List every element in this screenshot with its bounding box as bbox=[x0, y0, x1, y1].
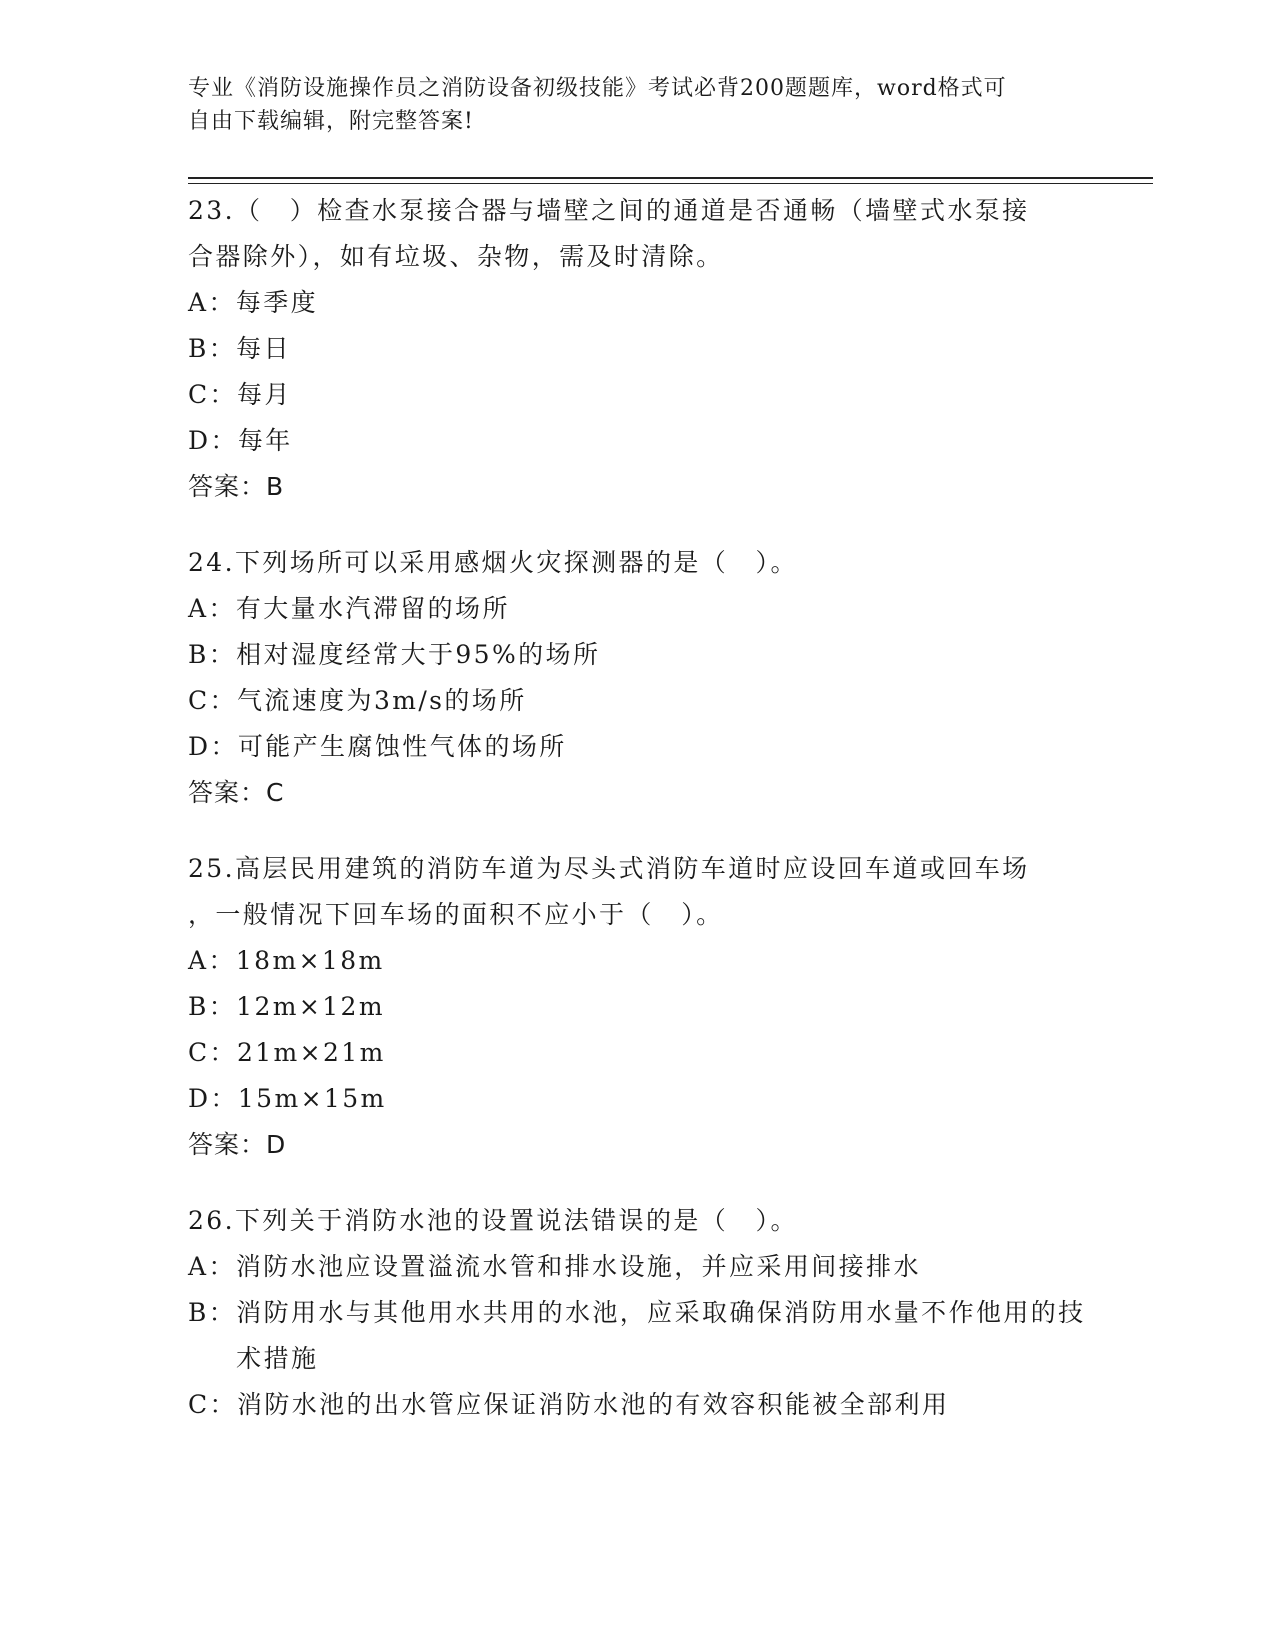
document-header bbox=[188, 72, 1068, 138]
option-c: C： 21m×21m bbox=[188, 1038, 386, 1067]
option-c: C： 消防水池的出水管应保证消防水池的有效容积能被全部利用 bbox=[188, 1390, 950, 1419]
option-a: A： 有大量水汽滞留的场所 bbox=[188, 594, 510, 623]
option-d: D： 可能产生腐蚀性气体的场所 bbox=[188, 732, 567, 761]
question-23 bbox=[188, 188, 1088, 510]
option-a: A： 消防水池应设置溢流水管和排水设施，并应采用间接排水 bbox=[188, 1252, 921, 1281]
option-a: A： 每季度 bbox=[188, 288, 319, 317]
answer-label: 答案：D bbox=[188, 1130, 287, 1159]
answer-label: 答案：C bbox=[188, 778, 285, 807]
option-a: A： 18m×18m bbox=[188, 946, 385, 975]
header-line-2: 自由下载编辑，附完整答案! bbox=[188, 109, 474, 134]
question-25 bbox=[188, 846, 1088, 1168]
option-d: D： 15m×15m bbox=[188, 1084, 387, 1113]
question-stem: 25.高层民用建筑的消防车道为尽头式消防车道时应设回车道或回车场 ，一般情况下回车场的面积不应小于（ ）。 bbox=[188, 854, 1030, 929]
question-stem: 24.下列场所可以采用感烟火灾探测器的是（ ）。 bbox=[188, 548, 798, 577]
question-24 bbox=[188, 540, 1088, 816]
answer-label: 答案：B bbox=[188, 472, 285, 501]
option-d: D： 每年 bbox=[188, 426, 293, 455]
question-stem: 23.（ ）检查水泵接合器与墙壁之间的通道是否通畅（墙壁式水泵接 合器除外），如有垃圾、杂物，需及时清除。 bbox=[188, 196, 1030, 271]
option-b: B： 消防用水与其他用水共用的水池，应采取确保消防用水量不作他用的技术措施 bbox=[188, 1298, 1086, 1373]
option-b: B： 相对湿度经常大于95%的场所 bbox=[188, 640, 601, 669]
question-26 bbox=[188, 1198, 1088, 1428]
option-c: C： 每月 bbox=[188, 380, 292, 409]
header-rule-top bbox=[188, 177, 1153, 179]
option-b: B： 12m×12m bbox=[188, 992, 385, 1021]
header-line-1: 专业《消防设施操作员之消防设备初级技能》考试必背200题题库，word格式可 bbox=[188, 76, 1007, 101]
header-rule-bottom bbox=[188, 183, 1153, 184]
question-stem: 26.下列关于消防水池的设置说法错误的是（ ）。 bbox=[188, 1206, 798, 1235]
question-list bbox=[188, 188, 1088, 1458]
option-c: C： 气流速度为3m/s的场所 bbox=[188, 686, 527, 715]
option-b: B： 每日 bbox=[188, 334, 291, 363]
